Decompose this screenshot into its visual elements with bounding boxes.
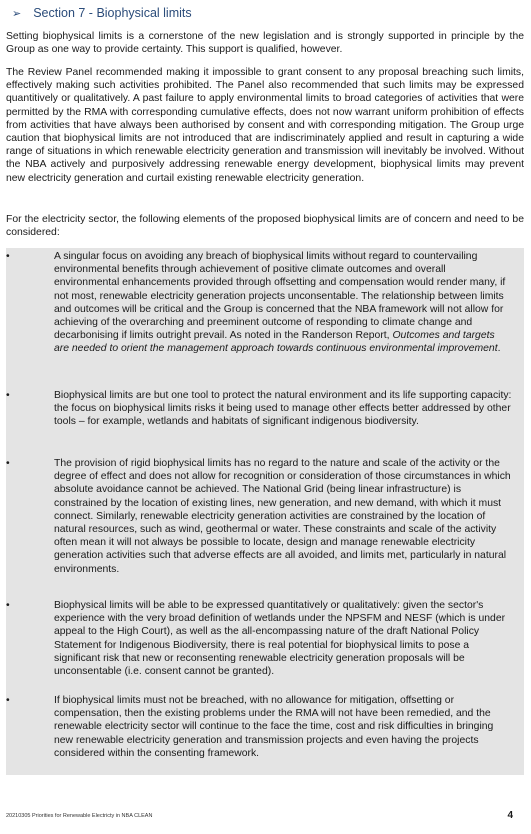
concerns-list <box>6 248 524 775</box>
section-heading <box>12 4 192 22</box>
list-item-text: If biophysical limits must not be breached, with no allowance for mitigation, offsetting or compensation, then the existing problems under the RMA will not have been remedied, and the renewable electricity sector will continue to the face the time, cost and risk difficulties in bringing new renewable electricity generation and transmission projects and even having the projects considered within the consenting framework. <box>54 695 494 759</box>
bullet-icon: • <box>6 390 10 401</box>
randerson-quote: Outcomes and targets are needed to orient the management approach towards continuous environmental improvement <box>54 330 498 355</box>
page-number: 4 <box>507 810 513 821</box>
section-title: Section 7 - Biophysical limits <box>33 6 192 20</box>
footer-document-name: 20210305 Priorities for Renewable Electricty in NBA CLEAN <box>6 813 153 819</box>
bullet-icon: • <box>6 695 10 706</box>
paragraph-electricity-sector: For the electricity sector, the following elements of the proposed biophysical limits are of concern and need to be considered: <box>6 214 524 239</box>
arrow-bullet-icon: ➢ <box>12 7 22 20</box>
list-item-text: The provision of rigid biophysical limits has no regard to the nature and scale of the activity or the degree of effect and does not allow for recognition or consideration of those circumstances in which absolute avoidance cannot be achieved. The National Grid (being linear infrastructure) is constrained by the location of existing lines, new generation, and new demand, with which it must connect. Similarly, renewable electricity generation activities are constrained by the location of natural resources, such as wind, geothermal or water. These constraints and scale of the activity often mean it will not always be possible to locate, design and manage renewable electricity generation activities such that adverse effects are all avoided, and limits met, particularly in natural environments. <box>54 458 511 575</box>
list-item-text: A singular focus on avoiding any breach of biophysical limits without regard to countervailing environmental benefits through achievement of positive climate outcomes and overall environmental enhancements provided through offsetting and compensation would render many, if not most, renewable electricity generation projects unconsentable. The relationship between limits and outcomes will be critical and the Group is concerned that the NBA framework will not allow for achieving of the overarching and preeminent outcome of responding to climate change and decarbonising if limits outright prevail. As noted in the Randerson Report, Outcomes and targets are needed to orient the management approach towards continuous environmental improvement. <box>54 251 506 355</box>
list-item-text: Biophysical limits will be able to be expressed quantitatively or qualitatively: given the sector's experience with the very broad definition of wetlands under the NPSFM and NESF (which is under appeal to the High Court), as well as the all-encompassing nature of the draft National Policy Statement for Indigenous Biodiversity, there is real potential for biophysical limits to pose a significant risk that new or reconsenting renewable electricity generation proposals will be unconsentable (i.e. consent cannot be granted). <box>54 600 506 678</box>
bullet-icon: • <box>6 600 10 611</box>
bullet-icon: • <box>6 458 10 469</box>
bullet-icon: • <box>6 251 10 262</box>
paragraph-review-panel: The Review Panel recommended making it impossible to grant consent to any proposal breaching such limits, effectively making such activities prohibited. The Panel also recommended that such limits may be expressed quantitively or qualitatively. A past failure to apply environmental limits to broad categories of activities that were permitted by the RMA with corresponding cumulative effects, does not now warrant uniform prohibition of effects from activities that have always been authorised by consent and with corresponding mitigation. The Group urge caution that biophysical limits are not introduced that are indiscriminately applied and result in capturing a wide range of situations in which renewable electricity generation and transmission will inevitably be involved. Without the NBA actively and purposively addressing renewable energy development, biophysical limits may prevent new electricity generation and curtail existing renewable electricity generation. <box>6 67 524 184</box>
list-item-text: Biophysical limits are but one tool to protect the natural environment and its life supporting capacity: the focus on biophysical limits risks it being used to manage other effects better addressed by other tools – for example, wetlands and habitats of significant indigenous biodiversity. <box>54 390 512 428</box>
paragraph-intro: Setting biophysical limits is a cornerstone of the new legislation and is strongly supported in principle by the Group as one way to provide certainty. This support is qualified, however. <box>6 31 524 56</box>
